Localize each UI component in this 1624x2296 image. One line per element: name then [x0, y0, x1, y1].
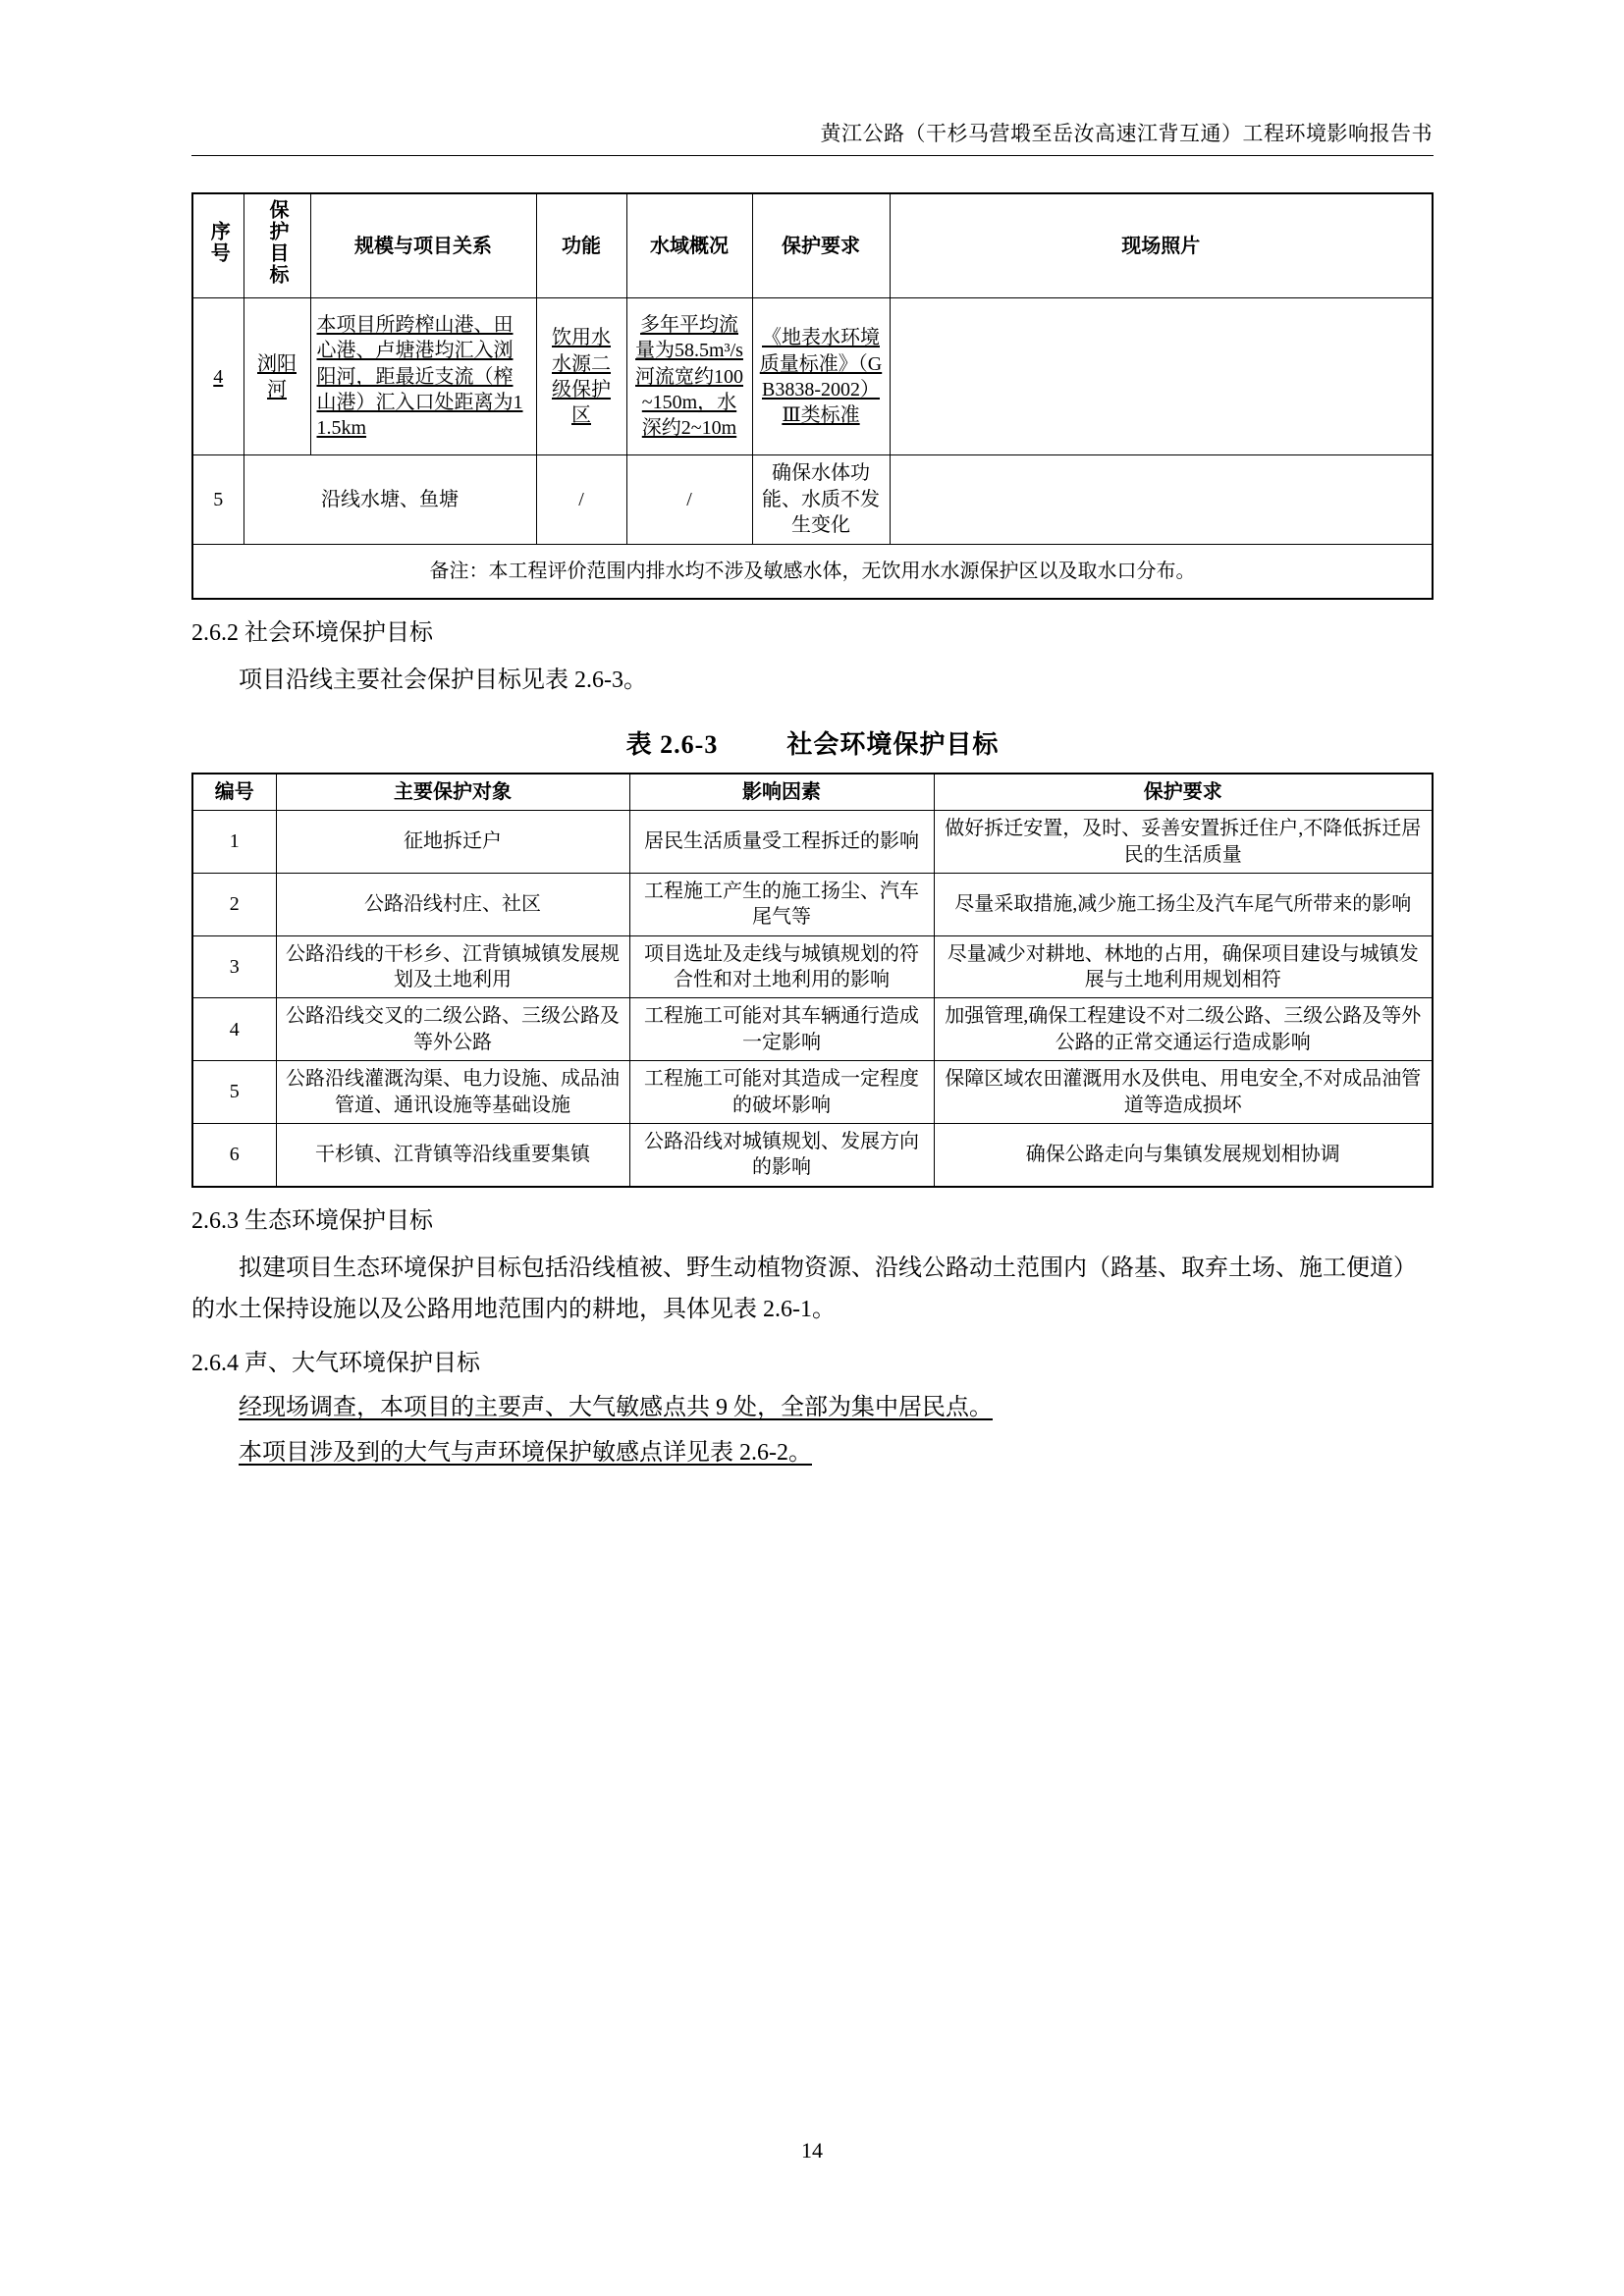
cell-requirement: 《地表水环境质量标准》（GB3838-2002）Ⅲ类标准	[752, 298, 890, 455]
cell-no: 5	[192, 455, 244, 544]
cell-water: 多年平均流量为58.5m³/s河流宽约100~150m，水深约2~10m	[626, 298, 752, 455]
cell-requirement: 保障区域农田灌溉用水及供电、用电安全,不对成品油管道等造成损坏	[934, 1061, 1433, 1124]
cell-function: 饮用水水源二级保护区	[536, 298, 626, 455]
cell-requirement: 加强管理,确保工程建设不对二级公路、三级公路及等外公路的正常交通运行造成影响	[934, 998, 1433, 1061]
table-caption-number: 表 2.6-3	[625, 729, 719, 759]
cell-photo	[890, 298, 1433, 455]
table-row	[192, 998, 1433, 1061]
cell-no: 6	[192, 1124, 276, 1187]
cell-photo	[890, 455, 1433, 544]
header-divider	[191, 155, 1434, 156]
section-heading-262: 2.6.2 社会环境保护目标	[191, 619, 433, 646]
cell-requirement: 确保公路走向与集镇发展规划相协调	[934, 1124, 1433, 1187]
col-header-photo: 现场照片	[890, 193, 1433, 298]
cell-no: 2	[192, 873, 276, 935]
cell-factor: 工程施工可能对其造成一定程度的破坏影响	[629, 1061, 934, 1124]
cell-factor: 居民生活质量受工程拆迁的影响	[629, 811, 934, 874]
cell-no: 5	[192, 1061, 276, 1124]
cell-object: 征地拆迁户	[276, 811, 629, 874]
section-262-paragraph: 项目沿线主要社会保护目标见表 2.6-3。	[239, 667, 647, 693]
cell-requirement: 做好拆迁安置，及时、妥善安置拆迁住户,不降低拆迁居民的生活质量	[934, 811, 1433, 874]
cell-factor: 项目选址及走线与城镇规划的符合性和对土地利用的影响	[629, 935, 934, 998]
running-header: 黄江公路（干杉马营塅至岳汝高速江背互通）工程环境影响报告书	[820, 122, 1433, 145]
cell-water: /	[626, 455, 752, 544]
table-row	[192, 811, 1433, 874]
cell-target: 浏阳河	[244, 298, 310, 455]
cell-no: 3	[192, 935, 276, 998]
table-row	[192, 1061, 1433, 1124]
col-header-factor: 影响因素	[629, 774, 934, 811]
col-header-function: 功能	[536, 193, 626, 298]
col-header-relation: 规模与项目关系	[310, 193, 536, 298]
col-header-target: 保护目标	[244, 193, 310, 298]
cell-object: 公路沿线的干杉乡、江背镇城镇发展规划及土地利用	[276, 935, 629, 998]
cell-factor: 工程施工可能对其车辆通行造成一定影响	[629, 998, 934, 1061]
section-263-paragraph: 拟建项目生态环境保护目标包括沿线植被、野生动植物资源、沿线公路动土范围内（路基、取弃土场、施工便道）的水土保持设施以及公路用地范围内的耕地，具体见表 2.6-1。	[191, 1255, 1417, 1322]
table-row	[192, 873, 1433, 935]
col-header-water: 水域概况	[626, 193, 752, 298]
table-row	[192, 1124, 1433, 1187]
section-264-paragraph-1: 经现场调查，本项目的主要声、大气敏感点共 9 处，全部为集中居民点。	[239, 1395, 993, 1421]
table-header-row	[192, 193, 1433, 298]
cell-no: 1	[192, 811, 276, 874]
page-number: 14	[801, 2138, 823, 2163]
cell-target: 沿线水塘、鱼塘	[244, 455, 536, 544]
water-protection-table	[191, 192, 1434, 600]
table-header-row	[192, 774, 1433, 811]
col-header-requirement: 保护要求	[752, 193, 890, 298]
table-note: 备注：本工程评价范围内排水均不涉及敏感水体，无饮用水水源保护区以及取水口分布。	[192, 544, 1433, 599]
cell-factor: 工程施工产生的施工扬尘、汽车尾气等	[629, 873, 934, 935]
social-protection-table	[191, 773, 1434, 1188]
section-heading-264: 2.6.4 声、大气环境保护目标	[191, 1350, 480, 1376]
table-row	[192, 935, 1433, 998]
col-header-requirement: 保护要求	[934, 774, 1433, 811]
table-caption-263	[191, 724, 1434, 761]
table-row	[192, 455, 1433, 544]
cell-object: 公路沿线村庄、社区	[276, 873, 629, 935]
cell-object: 公路沿线灌溉沟渠、电力设施、成品油管道、通讯设施等基础设施	[276, 1061, 629, 1124]
cell-factor: 公路沿线对城镇规划、发展方向的影响	[629, 1124, 934, 1187]
table-note-row	[192, 544, 1433, 599]
col-header-object: 主要保护对象	[276, 774, 629, 811]
table-caption-title: 社会环境保护目标	[786, 729, 1000, 759]
cell-no: 4	[192, 998, 276, 1061]
cell-no: 4	[192, 298, 244, 455]
cell-object: 干杉镇、江背镇等沿线重要集镇	[276, 1124, 629, 1187]
col-header-no: 编号	[192, 774, 276, 811]
section-heading-263: 2.6.3 生态环境保护目标	[191, 1207, 433, 1234]
cell-requirement: 尽量减少对耕地、林地的占用，确保项目建设与城镇发展与土地利用规划相符	[934, 935, 1433, 998]
section-264-paragraph-2: 本项目涉及到的大气与声环境保护敏感点详见表 2.6-2。	[239, 1440, 812, 1467]
cell-requirement: 确保水体功能、水质不发生变化	[752, 455, 890, 544]
cell-requirement: 尽量采取措施,减少施工扬尘及汽车尾气所带来的影响	[934, 873, 1433, 935]
col-header-no: 序号	[192, 193, 244, 298]
table-row	[192, 298, 1433, 455]
cell-object: 公路沿线交叉的二级公路、三级公路及等外公路	[276, 998, 629, 1061]
page-content	[191, 192, 1434, 1473]
cell-relation: 本项目所跨榨山港、田心港、卢塘港均汇入浏阳河，距最近支流（榨山港）汇入口处距离为11.5km	[310, 298, 536, 455]
cell-function: /	[536, 455, 626, 544]
